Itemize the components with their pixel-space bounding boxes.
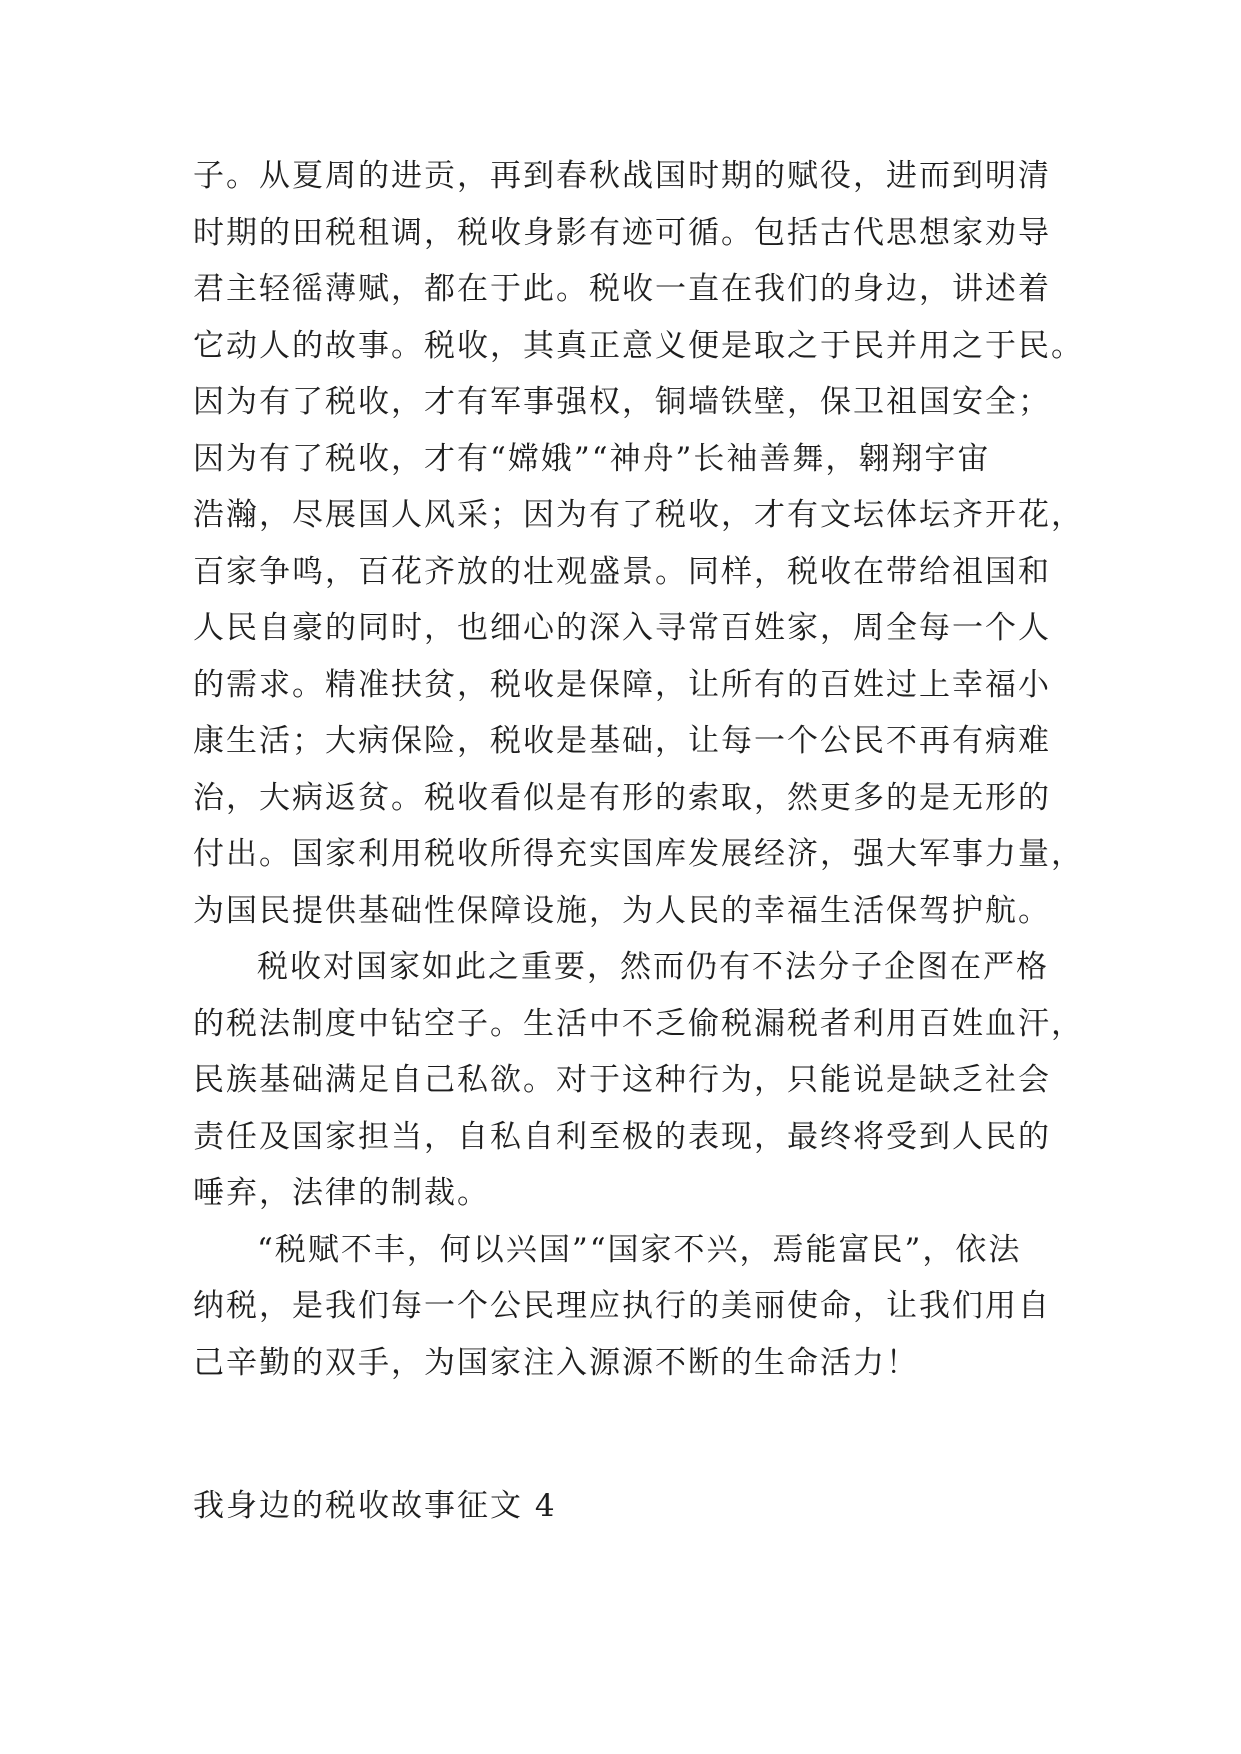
- essay-line: 康生活；大病保险，税收是基础，让每一个公民不再有病难: [193, 723, 1051, 759]
- essay-line: 唾弃，法律的制裁。: [193, 1175, 490, 1211]
- essay-line: 税收对国家如此之重要，然而仍有不法分子企图在严格: [257, 949, 1049, 985]
- essay-line: “税赋不丰，何以兴国”“国家不兴，焉能富民”，依法: [257, 1231, 1022, 1268]
- essay-line: 的税法制度中钻空子。生活中不乏偷税漏税者利用百姓血汗，: [193, 1005, 1084, 1042]
- essay-line: 因为有了税收，才有军事强权，铜墙铁壁，保卫祖国安全；: [193, 384, 1051, 420]
- essay-line: 责任及国家担当，自私自利至极的表现，最终将受到人民的: [193, 1118, 1051, 1155]
- essay-heading: 我身边的税收故事征文 4: [193, 1488, 557, 1524]
- essay-line: 时期的田税租调，税收身影有迹可循。包括古代思想家劝导: [193, 214, 1051, 251]
- essay-line: 纳税，是我们每一个公民理应执行的美丽使命，让我们用自: [193, 1288, 1051, 1324]
- essay-line: 它动人的故事。税收，其真正意义便是取之于民并用之于民。: [193, 327, 1084, 364]
- essay-line: 浩瀚，尽展国人风采；因为有了税收，才有文坛体坛齐开花，: [193, 497, 1084, 533]
- essay-line: 因为有了税收，才有“嫦娥”“神舟”长袖善舞，翱翔宇宙: [193, 440, 991, 477]
- essay-line: 付出。国家利用税收所得充实国库发展经济，强大军事力量，: [193, 836, 1084, 872]
- essay-line: 百家争鸣，百花齐放的壮观盛景。同样，税收在带给祖国和: [193, 553, 1051, 590]
- essay-line: 治，大病返贫。税收看似是有形的索取，然更多的是无形的: [193, 779, 1051, 816]
- essay-line: 人民自豪的同时，也细心的深入寻常百姓家，周全每一个人: [193, 610, 1051, 646]
- essay-line: 子。从夏周的进贡，再到春秋战国时期的赋役，进而到明清: [193, 158, 1051, 194]
- essay-line: 的需求。精准扶贫，税收是保障，让所有的百姓过上幸福小: [193, 666, 1051, 703]
- essay-line: 己辛勤的双手，为国家注入源源不断的生命活力！: [193, 1344, 919, 1381]
- essay-line: 君主轻徭薄赋，都在于此。税收一直在我们的身边，讲述着: [193, 271, 1051, 307]
- essay-line: 为国民提供基础性保障设施，为人民的幸福生活保驾护航。: [193, 892, 1051, 929]
- essay-line: 民族基础满足自己私欲。对于这种行为，只能说是缺乏社会: [193, 1062, 1051, 1098]
